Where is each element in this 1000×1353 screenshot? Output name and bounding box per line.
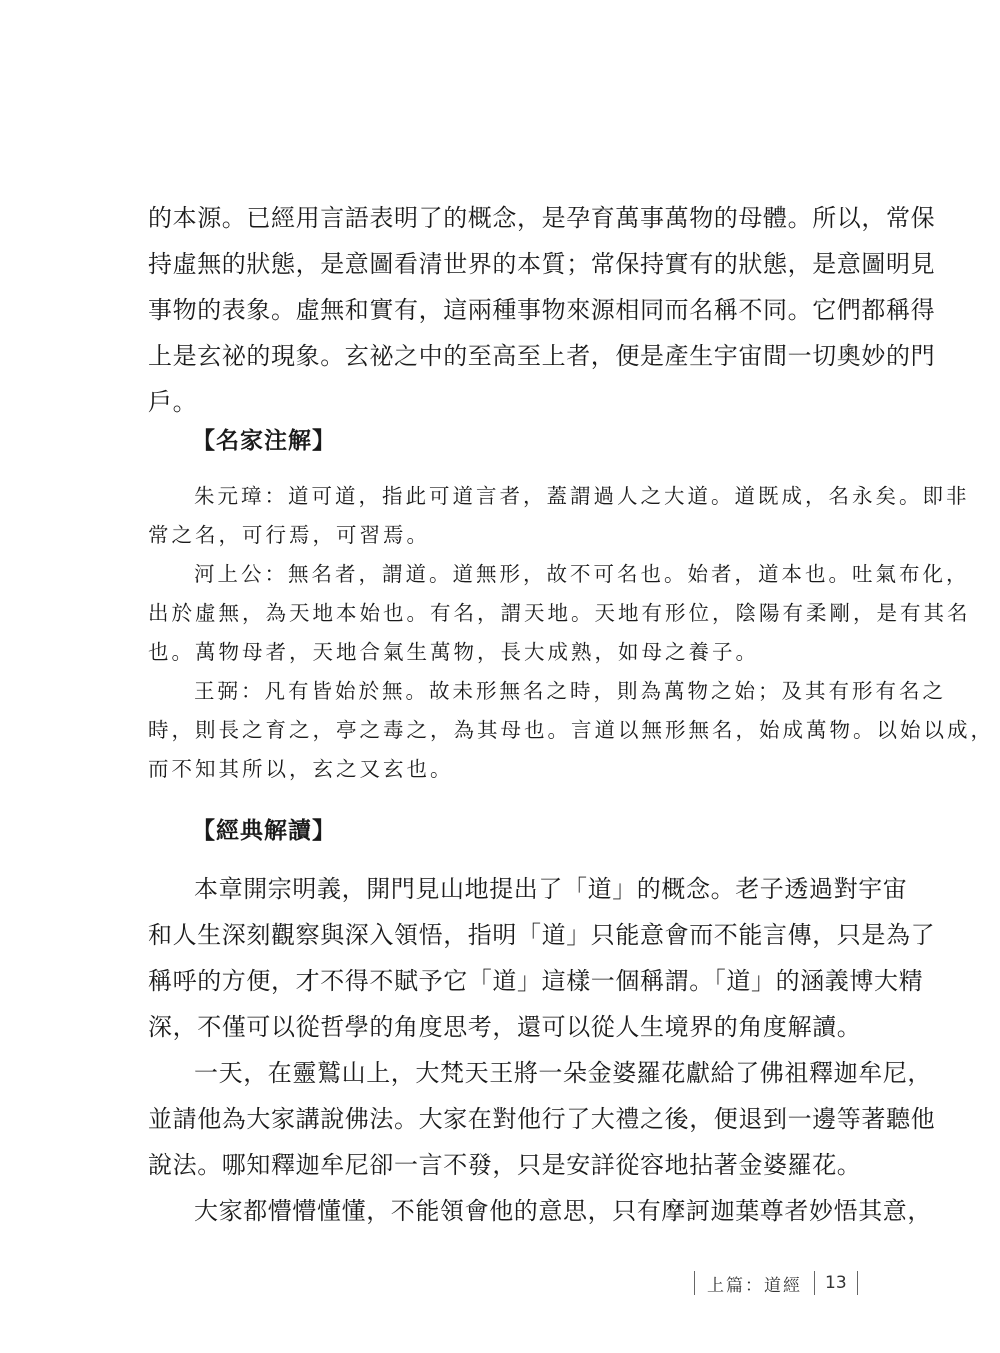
- text-line: 的本源。已經用言語表明了的概念，是孕育萬事萬物的母體。所以，常保: [148, 204, 936, 232]
- footer-section-title: 上篇：道經: [707, 1275, 802, 1296]
- reading-line: 深，不僅可以從哲學的角度思考，還可以從人生境界的角度解讀。: [148, 1013, 862, 1041]
- reading-line: 稱呼的方便，才不得不賦予它「道」這樣一個稱謂。「道」的涵義博大精: [148, 967, 924, 995]
- reading-line: 和人生深刻觀察與深入領悟，指明「道」只能意會而不能言傳，只是為了: [148, 921, 936, 949]
- commentary-block: [148, 477, 994, 789]
- translation-paragraph: [148, 195, 936, 425]
- commentary-heshang-line: 河上公：無名者，謂道。道無形，故不可名也。始者，道本也。吐氣布化，: [194, 562, 970, 586]
- reading-line: 大家都懵懵懂懂，不能領會他的意思，只有摩訶迦葉尊者妙悟其意，: [194, 1197, 932, 1225]
- text-line: 事物的表象。虛無和實有，這兩種事物來源相同而名稱不同。它們都稱得: [148, 296, 936, 324]
- text-line: 上是玄祕的現象。玄祕之中的至高至上者，便是產生宇宙間一切奧妙的門: [148, 342, 936, 370]
- text-line: 持虛無的狀態，是意圖看清世界的本質；常保持實有的狀態，是意圖明見: [148, 250, 936, 278]
- section-heading-commentary: 【名家注解】: [192, 428, 336, 454]
- reading-block: [148, 866, 936, 1234]
- reading-line: 並請他為大家講說佛法。大家在對他行了大禮之後，便退到一邊等著聽他: [148, 1105, 936, 1133]
- reading-line: 說法。哪知釋迦牟尼卻一言不發，只是安詳從容地拈著金婆羅花。: [148, 1151, 862, 1179]
- commentary-zhu-line: 常之名，可行焉，可習焉。: [148, 523, 430, 547]
- page-footer: [694, 1268, 858, 1298]
- commentary-wangbi-line: 王弼：凡有皆始於無。故未形無名之時，則為萬物之始；及其有形有名之: [194, 679, 946, 703]
- footer-divider: [857, 1271, 858, 1295]
- commentary-wangbi-line: 時，則長之育之，亭之毒之，為其母也。言道以無形無名，始成萬物。以始以成，: [148, 718, 994, 742]
- commentary-heshang-line: 出於虛無，為天地本始也。有名，謂天地。天地有形位，陰陽有柔剛，是有其名: [148, 601, 971, 625]
- text-line: 戶。: [148, 388, 198, 416]
- reading-line: 本章開宗明義，開門見山地提出了「道」的概念。老子透過對宇宙: [194, 875, 908, 903]
- commentary-zhu-line: 朱元璋：道可道，指此可道言者，蓋謂過人之大道。道既成，名永矣。即非: [194, 484, 970, 508]
- reading-line: 一天，在靈鷲山上，大梵天王將一朵金婆羅花獻給了佛祖釋迦牟尼，: [194, 1059, 932, 1087]
- commentary-heshang-line: 也。萬物母者，天地合氣生萬物，長大成熟，如母之養子。: [148, 640, 759, 664]
- section-heading-reading: 【經典解讀】: [192, 818, 336, 844]
- commentary-wangbi-line: 而不知其所以，玄之又玄也。: [148, 757, 454, 781]
- page-number: 13: [825, 1273, 847, 1293]
